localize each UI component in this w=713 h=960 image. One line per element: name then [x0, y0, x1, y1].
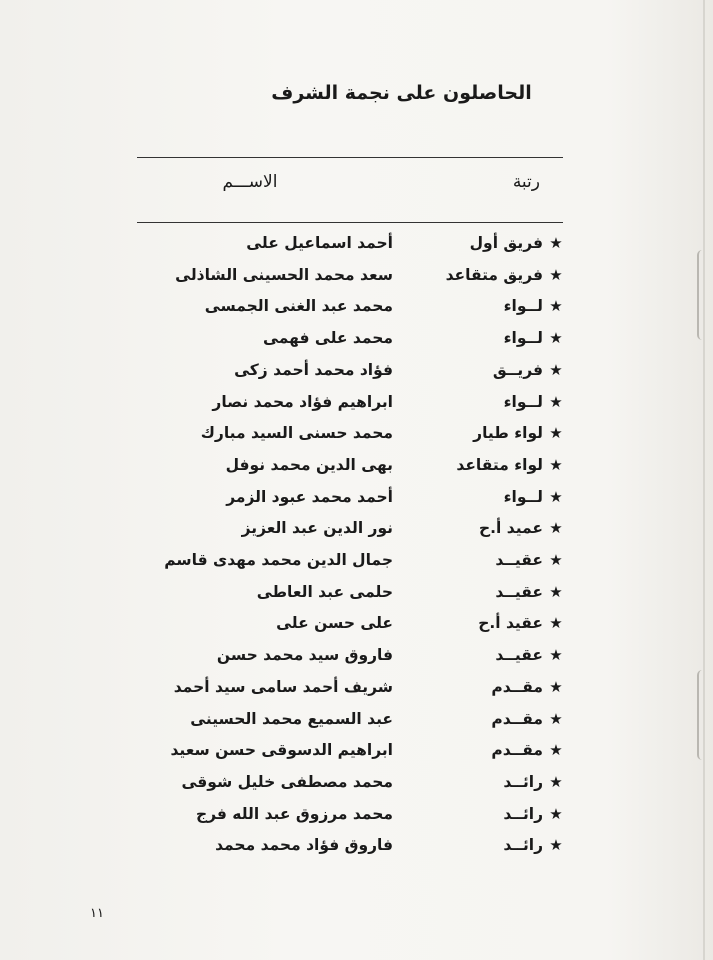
list-item: [0, 297, 713, 327]
name-cell: محمد مصطفى خليل شوقى: [181, 772, 393, 791]
star-icon: ★: [549, 329, 563, 348]
star-icon: ★: [549, 519, 563, 538]
star-icon: ★: [549, 455, 563, 474]
column-header-name: الاســـم: [222, 172, 278, 192]
list-item: [0, 393, 713, 423]
rank-cell: رائــد: [503, 836, 543, 855]
rank-cell: لواء طيار: [473, 424, 543, 443]
rank-cell: عميد أ.ح: [478, 519, 543, 538]
name-cell: حلمى عبد العاطى: [256, 582, 393, 601]
rank-cell: فريــق: [492, 360, 543, 379]
list-item: [0, 741, 713, 771]
rank-cell: عقيد أ.ح: [478, 614, 543, 633]
list-item: [0, 234, 713, 264]
list-item: [0, 614, 713, 644]
column-header-rank: رتبة: [512, 172, 540, 192]
name-cell: أحمد اسماعيل على: [246, 234, 393, 252]
star-icon: ★: [549, 360, 563, 379]
rank-cell: لواء متقاعد: [456, 455, 543, 474]
rank-cell: فريق متقاعد: [445, 265, 543, 284]
list-item: [0, 361, 713, 391]
list-item: [0, 456, 713, 486]
star-icon: ★: [549, 741, 563, 760]
header-bottom-rule: [137, 222, 563, 223]
name-cell: بهى الدين محمد نوفل: [225, 455, 393, 474]
name-cell: نور الدين عبد العزيز: [241, 519, 393, 538]
name-cell: أحمد محمد عبود الزمر: [226, 487, 393, 506]
rank-cell: رائــد: [503, 772, 543, 791]
star-icon: ★: [549, 551, 563, 569]
list-item: [0, 488, 713, 518]
rank-cell: مقــدم: [491, 677, 543, 696]
name-cell: ابراهيم الدسوقى حسن سعيد: [170, 741, 393, 760]
list-item: [0, 678, 713, 708]
name-cell: محمد عبد الغنى الجمسى: [204, 297, 393, 316]
page-title: الحاصلون على نجمة الشرف: [271, 82, 532, 104]
star-icon: ★: [549, 677, 563, 696]
name-cell: عبد السميع محمد الحسينى: [190, 709, 393, 728]
star-icon: ★: [549, 582, 563, 601]
star-icon: ★: [549, 804, 563, 823]
rank-cell: لــواء: [503, 329, 543, 348]
rank-cell: لــواء: [503, 392, 543, 411]
star-icon: ★: [549, 709, 563, 728]
name-cell: فاروق سيد محمد حسن: [216, 646, 393, 665]
star-icon: ★: [549, 772, 563, 791]
rank-cell: عقيــد: [495, 646, 543, 665]
list-item: [0, 329, 713, 359]
list-item: [0, 424, 713, 454]
rank-cell: مقــدم: [491, 709, 543, 728]
star-icon: ★: [549, 234, 563, 252]
rank-cell: عقيــد: [495, 582, 543, 601]
name-cell: ابراهيم فؤاد محمد نصار: [212, 392, 393, 411]
header-top-rule: [137, 157, 563, 158]
name-cell: فاروق فؤاد محمد محمد: [215, 836, 393, 855]
star-icon: ★: [549, 646, 563, 665]
rank-cell: مقــدم: [491, 741, 543, 760]
star-icon: ★: [549, 424, 563, 443]
list-item: [0, 583, 713, 613]
list-item: [0, 805, 713, 835]
star-icon: ★: [549, 487, 563, 506]
star-icon: ★: [549, 392, 563, 411]
name-cell: محمد حسنى السيد مبارك: [200, 424, 393, 443]
rank-cell: لــواء: [503, 487, 543, 506]
rank-cell: لــواء: [503, 297, 543, 316]
name-cell: شريف أحمد سامى سيد أحمد: [173, 677, 393, 696]
list-item: [0, 836, 713, 866]
name-cell: جمال الدين محمد مهدى قاسم: [164, 551, 393, 569]
list-item: [0, 710, 713, 740]
list-item: [0, 519, 713, 549]
rank-cell: عقيــد: [495, 551, 543, 569]
name-cell: سعد محمد الحسينى الشاذلى: [175, 265, 393, 284]
list-item: [0, 551, 713, 581]
star-icon: ★: [549, 265, 563, 284]
name-cell: فؤاد محمد أحمد زكى: [234, 360, 393, 379]
star-icon: ★: [549, 836, 563, 855]
name-cell: محمد على فهمى: [263, 329, 393, 348]
rank-cell: فريق أول: [469, 234, 543, 252]
list-item: [0, 773, 713, 803]
name-cell: محمد مرزوق عبد الله فرج: [195, 804, 393, 823]
list-item: [0, 266, 713, 296]
page-number: ١١: [90, 906, 104, 921]
star-icon: ★: [549, 614, 563, 633]
rank-cell: رائــد: [503, 804, 543, 823]
star-icon: ★: [549, 297, 563, 316]
list-item: [0, 646, 713, 676]
name-cell: على حسن على: [276, 614, 393, 633]
